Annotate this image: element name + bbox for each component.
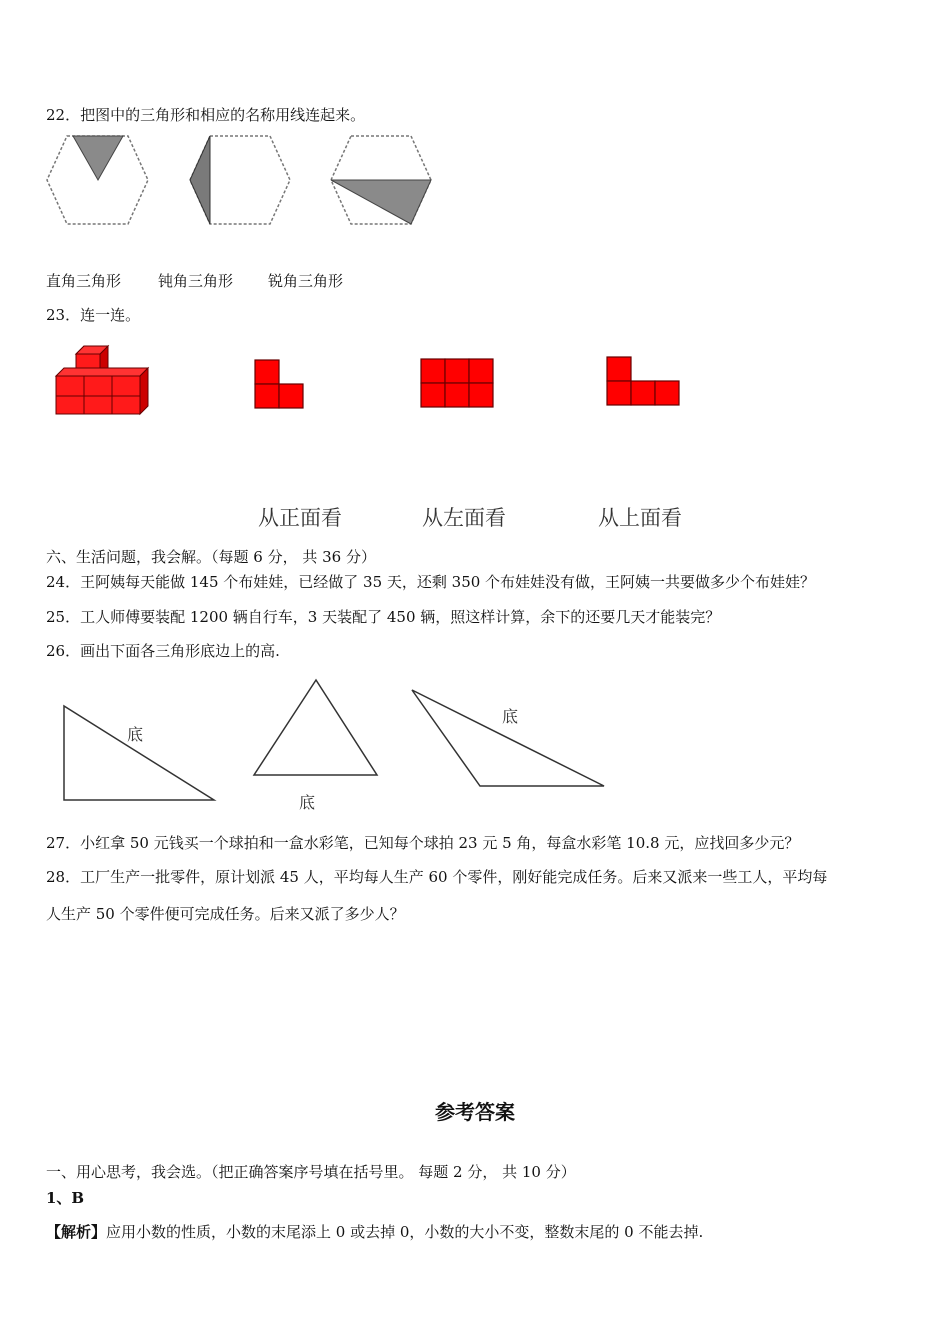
q26-text: 26．画出下面各三角形底边上的高. [46, 642, 280, 660]
base-label-1: 底 [127, 725, 144, 744]
answer-1: 1、B [46, 1189, 85, 1207]
base-label-2: 底 [299, 793, 316, 812]
q27-text: 27．小红拿 50 元钱买一个球拍和一盒水彩笔，已知每个球拍 23 元 5 角，每盒水彩笔 10.8 元，应找回多少元？ [46, 834, 800, 852]
q22-hexagons [40, 130, 460, 230]
analysis-text: 应用小数的性质，小数的末尾添上 0 或去掉 0，小数的大小不变，整数末尾的 0 不能去掉. [106, 1223, 704, 1241]
view-figure-l-small [254, 359, 306, 411]
q25-text: 25．工人师傅要装配 1200 辆自行车，3 天装配了 450 辆，照这样计算，余下的还要几天才能装完？ [46, 608, 721, 626]
section6-heading: 六、生活问题，我会解。（每题 6 分， 共 36 分） [46, 548, 376, 566]
answers-section1: 一、用心思考，我会选。（把正确答案序号填在括号里。 每题 2 分， 共 10 分） [46, 1163, 576, 1181]
shaded-triangle-1 [73, 136, 123, 180]
view-figure-grid [420, 358, 496, 410]
answer-1-analysis [46, 1221, 703, 1242]
base-label-3: 底 [502, 707, 519, 726]
view-label-front: 从正面看 [258, 506, 342, 530]
right-triangle [64, 706, 214, 800]
q22-label-right: 直角三角形 [46, 272, 122, 290]
analysis-tag: 【解析】 [46, 1223, 107, 1241]
q22-text: 22．把图中的三角形和相应的名称用线连起来。 [46, 106, 366, 124]
acute-triangle [254, 680, 377, 775]
q23-text: 23．连一连。 [46, 306, 141, 324]
q28-line1: 28．工厂生产一批零件，原计划派 45 人，平均每人生产 60 个零件，刚好能完成任务。后来又派来一些工人，平均每 [46, 868, 828, 886]
view-figure-l-long [606, 356, 682, 408]
shaded-triangle-2 [190, 136, 210, 224]
answers-title: 参考答案 [435, 1100, 515, 1124]
view-label-top: 从上面看 [598, 506, 682, 530]
q22-label-obtuse: 钝角三角形 [158, 272, 234, 290]
cube-stack-3d [52, 344, 152, 420]
q24-text: 24．王阿姨每天能做 145 个布娃娃，已经做了 35 天，还剩 350 个布娃娃没有做，王阿姨一共要做多少个布娃娃？ [46, 573, 816, 591]
view-label-left: 从左面看 [422, 506, 506, 530]
q22-label-acute: 锐角三角形 [268, 272, 344, 290]
q28-line2: 人生产 50 个零件便可完成任务。后来又派了多少人？ [46, 905, 405, 923]
shaded-triangle-3 [331, 180, 431, 224]
